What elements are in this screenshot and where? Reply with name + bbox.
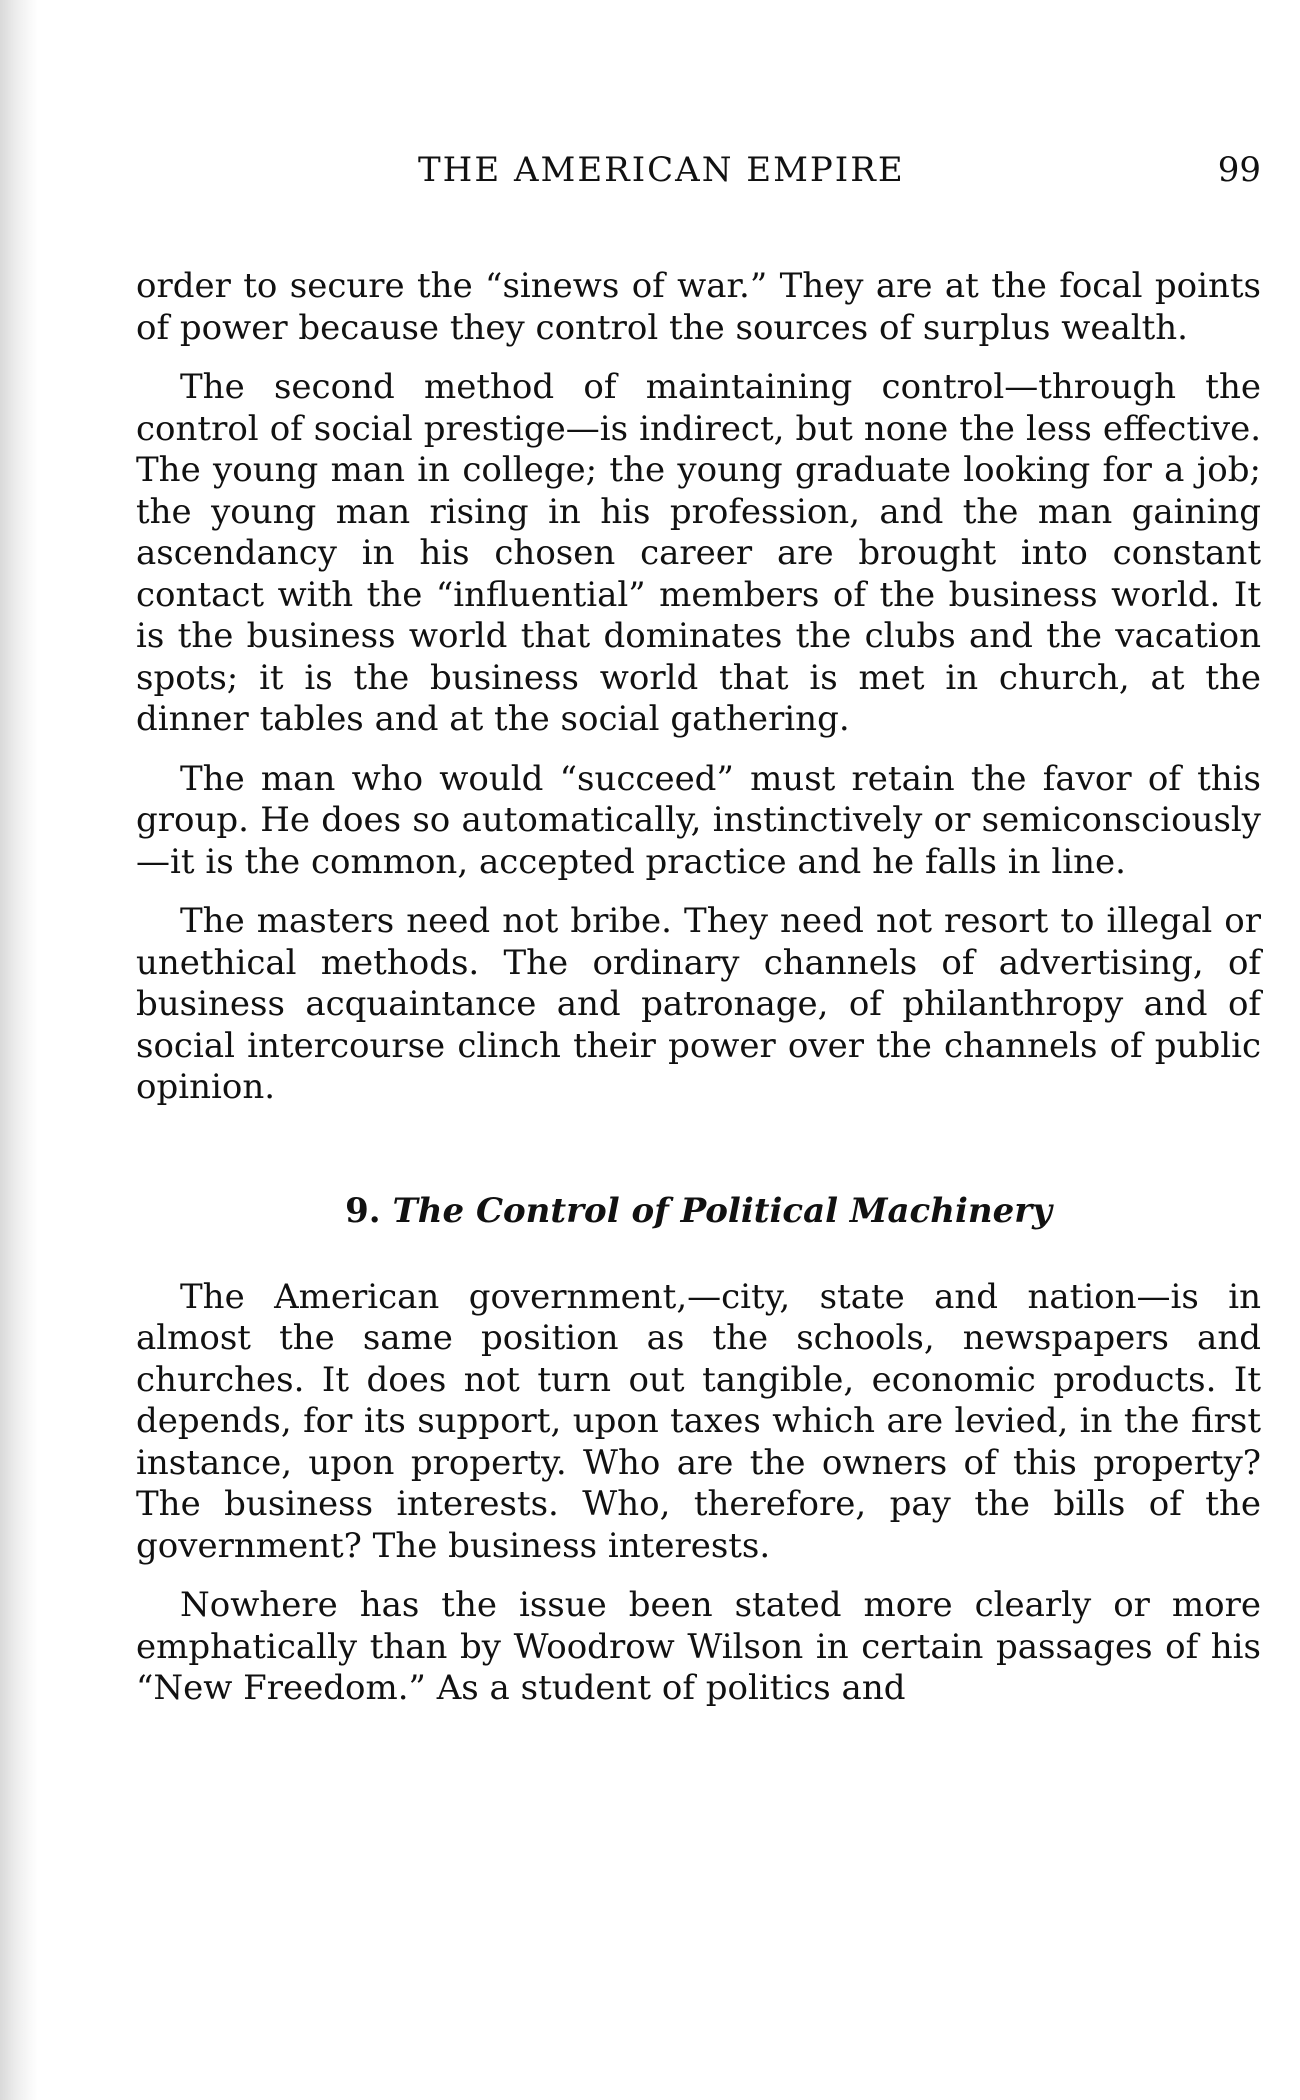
page-binding-shadow [0,0,38,2100]
running-title: THE AMERICAN EMPIRE [418,150,905,190]
paragraph-continued: order to secure the “sinews of war.” They are at the focal points of power because they control the sources of surplus wealth. [136,266,1261,348]
paragraph: The second method of maintaining control—through the control of social prestige—is indirect, but none the less effective. The young man in college; the young graduate looking for a job; the young man rising in his profession, and the man gaining ascendancy in his chosen career are brought into constant contact with the “influential” members of the business world. It is the business world that dominates the clubs and the vacation spots; it is the business world that is met in church, at the dinner tables and at the social gathering. [136,367,1261,739]
running-head [136,150,1261,206]
body-text [136,266,1261,1710]
section-number: 9. [345,1190,381,1231]
section-title: The Control of Political Machinery [392,1190,1052,1231]
paragraph: Nowhere has the issue been stated more clearly or more emphatically than by Woodrow Wilson in certain passages of his “New Freedom.” As a student of politics and [136,1585,1261,1708]
page-number: 99 [1217,150,1261,190]
paragraph: The masters need not bribe. They need not resort to illegal or unethical methods. The ordinary channels of advertising, of business acquaintance and patronage, of philanthropy and of social intercourse clinch their power over the channels of public opinion. [136,901,1261,1107]
paragraph: The man who would “succeed” must retain the favor of this group. He does so automatically, instinctively or semiconsciously—it is the common, accepted practice and he falls in line. [136,758,1261,882]
section-heading [136,1191,1261,1231]
book-page [136,150,1261,1728]
paragraph: The American government,—city, state and nation—is in almost the same position as the schools, newspapers and churches. It does not turn out tangible, economic products. It depends, for its support, upon taxes which are levied, in the first instance, upon property. Who are the owners of this property? The business interests. Who, therefore, pay the bills of the government? The business interests. [136,1276,1261,1566]
